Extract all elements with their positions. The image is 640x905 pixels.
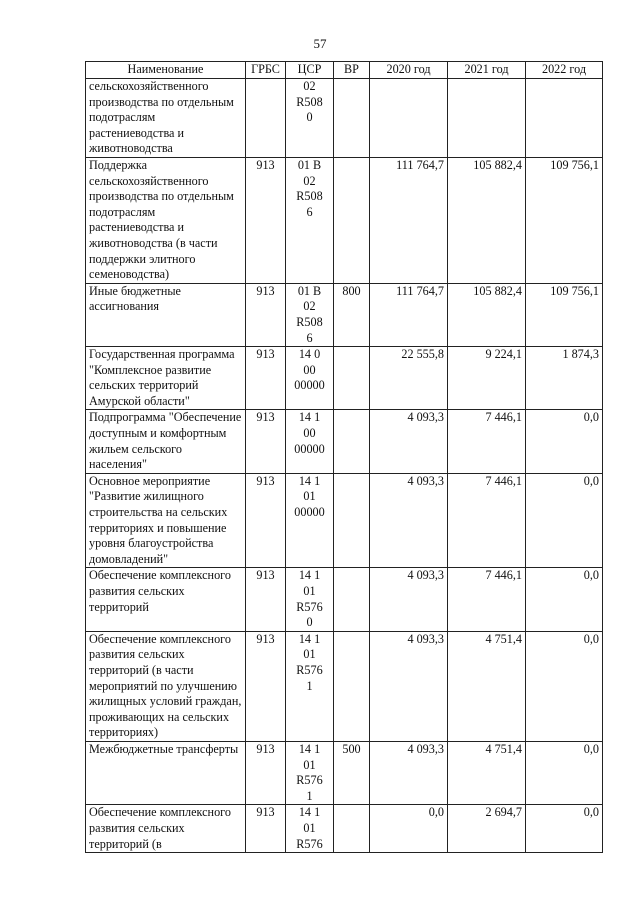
cell-vr	[334, 79, 370, 158]
header-2020: 2020 год	[370, 62, 448, 79]
header-csr: ЦСР	[286, 62, 334, 79]
cell-2020: 4 093,3	[370, 473, 448, 568]
csr-code-part: 14 0	[298, 347, 321, 362]
cell-2020: 4 093,3	[370, 631, 448, 741]
csr-code-part: 01 В	[297, 283, 322, 298]
table-row	[86, 347, 603, 410]
cell-grbs: 913	[246, 347, 286, 410]
budget-table	[85, 61, 603, 853]
header-grbs: ГРБС	[246, 62, 286, 79]
cell-vr: 800	[334, 283, 370, 346]
cell-grbs: 913	[246, 741, 286, 804]
csr-code-part: 1	[306, 678, 313, 693]
csr-code-part: 01	[303, 647, 316, 662]
header-2022: 2022 год	[526, 62, 603, 79]
header-vr: ВР	[334, 62, 370, 79]
table-row	[86, 410, 603, 473]
csr-code-part: R576	[296, 836, 323, 851]
cell-csr	[286, 473, 334, 568]
csr-code-part: 14 1	[298, 631, 321, 646]
cell-name: Государственная программа "Комплексное развитие сельских территорий Амурской области"	[86, 347, 246, 410]
csr-code-part: 0	[306, 615, 313, 630]
csr-code-part: 0	[306, 110, 313, 125]
csr-code-part: 14 1	[298, 741, 321, 756]
cell-vr	[334, 347, 370, 410]
cell-2021: 7 446,1	[448, 473, 526, 568]
cell-2022: 1 874,3	[526, 347, 603, 410]
cell-grbs: 913	[246, 283, 286, 346]
table-row	[86, 79, 603, 158]
cell-csr	[286, 741, 334, 804]
cell-2021: 4 751,4	[448, 631, 526, 741]
cell-grbs: 913	[246, 157, 286, 283]
cell-name: сельскохозяйственного производства по отдельным подотраслям растениеводства и животноводства	[86, 79, 246, 158]
csr-code-part: R508	[296, 314, 323, 329]
table-row	[86, 741, 603, 804]
cell-csr	[286, 568, 334, 631]
csr-code-part: 02	[303, 79, 316, 93]
cell-grbs: 913	[246, 568, 286, 631]
cell-vr	[334, 157, 370, 283]
table-row	[86, 805, 603, 853]
csr-code-part: 00000	[294, 378, 325, 393]
csr-code-part: 00000	[294, 441, 325, 456]
cell-2021: 7 446,1	[448, 568, 526, 631]
cell-csr	[286, 347, 334, 410]
cell-grbs: 913	[246, 473, 286, 568]
cell-grbs: 913	[246, 631, 286, 741]
table-row	[86, 157, 603, 283]
cell-2022	[526, 79, 603, 158]
csr-code-part: 02	[303, 173, 316, 188]
cell-2022: 0,0	[526, 473, 603, 568]
cell-2021: 9 224,1	[448, 347, 526, 410]
csr-code-part: 6	[306, 204, 313, 219]
csr-code-part: R576	[296, 599, 323, 614]
cell-csr	[286, 283, 334, 346]
table-row	[86, 631, 603, 741]
page-number: 57	[313, 36, 327, 51]
csr-code-part: 01	[303, 584, 316, 598]
csr-code-part: 14 1	[298, 410, 321, 425]
csr-code-part: 00	[303, 426, 316, 441]
cell-2020: 4 093,3	[370, 568, 448, 631]
cell-name: Обеспечение комплексного развития сельских территорий	[86, 568, 246, 631]
cell-2020	[370, 79, 448, 158]
cell-csr	[286, 805, 334, 853]
csr-code-part: R576	[296, 773, 323, 788]
cell-vr	[334, 568, 370, 631]
cell-2022: 0,0	[526, 568, 603, 631]
cell-name: Основное мероприятие "Развитие жилищного строительства на сельских территориях и повышение уровня благоустройства домовладений"	[86, 473, 246, 568]
cell-2021: 4 751,4	[448, 741, 526, 804]
cell-2020: 111 764,7	[370, 283, 448, 346]
csr-code-part: 14 1	[298, 473, 321, 488]
cell-2021: 7 446,1	[448, 410, 526, 473]
cell-2021: 2 694,7	[448, 805, 526, 853]
cell-vr: 500	[334, 741, 370, 804]
csr-code-part: 00	[303, 362, 316, 377]
cell-vr	[334, 805, 370, 853]
csr-code-part: 00000	[294, 505, 325, 520]
csr-code-part: 14 1	[298, 568, 321, 583]
cell-2020: 4 093,3	[370, 410, 448, 473]
header-2021: 2021 год	[448, 62, 526, 79]
table-row	[86, 568, 603, 631]
cell-2022: 109 756,1	[526, 157, 603, 283]
cell-2020: 4 093,3	[370, 741, 448, 804]
cell-2022: 0,0	[526, 410, 603, 473]
cell-csr	[286, 410, 334, 473]
csr-code-part: 02	[303, 299, 316, 314]
csr-code-part: 1	[306, 788, 313, 803]
cell-csr	[286, 79, 334, 158]
cell-vr	[334, 473, 370, 568]
cell-csr	[286, 631, 334, 741]
cell-name: Поддержка сельскохозяйственного производства по отдельным подотраслям растениеводства и животноводства (в части поддержки элитного семеноводства)	[86, 157, 246, 283]
csr-code-part: 01	[303, 489, 316, 504]
csr-code-part: 01	[303, 820, 316, 835]
csr-code-part: 01 В	[297, 157, 322, 172]
csr-code-part: R508	[296, 94, 323, 109]
cell-2022: 0,0	[526, 631, 603, 741]
cell-name: Подпрограмма "Обеспечение доступным и комфортным жильем сельского населения"	[86, 410, 246, 473]
cell-2021	[448, 79, 526, 158]
cell-csr	[286, 157, 334, 283]
csr-code-part: 6	[306, 330, 313, 345]
cell-grbs	[246, 79, 286, 158]
cell-2020: 22 555,8	[370, 347, 448, 410]
table-row	[86, 283, 603, 346]
cell-name: Межбюджетные трансферты	[86, 741, 246, 804]
cell-name: Обеспечение комплексного развития сельских территорий (в	[86, 805, 246, 853]
cell-name: Иные бюджетные ассигнования	[86, 283, 246, 346]
cell-2022: 109 756,1	[526, 283, 603, 346]
cell-vr	[334, 631, 370, 741]
table-header-row	[86, 62, 603, 79]
csr-code-part: R576	[296, 662, 323, 677]
cell-name: Обеспечение комплексного развития сельских территорий (в части мероприятий по улучшению жилищных условий граждан, проживающих на сельских территориях)	[86, 631, 246, 741]
csr-code-part: 14 1	[298, 805, 321, 820]
cell-2020: 111 764,7	[370, 157, 448, 283]
cell-vr	[334, 410, 370, 473]
cell-2020: 0,0	[370, 805, 448, 853]
csr-code-part: R508	[296, 189, 323, 204]
cell-grbs: 913	[246, 805, 286, 853]
cell-2022: 0,0	[526, 741, 603, 804]
cell-2021: 105 882,4	[448, 283, 526, 346]
table-row	[86, 473, 603, 568]
cell-grbs: 913	[246, 410, 286, 473]
header-name: Наименование	[86, 62, 246, 79]
cell-2021: 105 882,4	[448, 157, 526, 283]
cell-2022: 0,0	[526, 805, 603, 853]
csr-code-part: 01	[303, 757, 316, 772]
